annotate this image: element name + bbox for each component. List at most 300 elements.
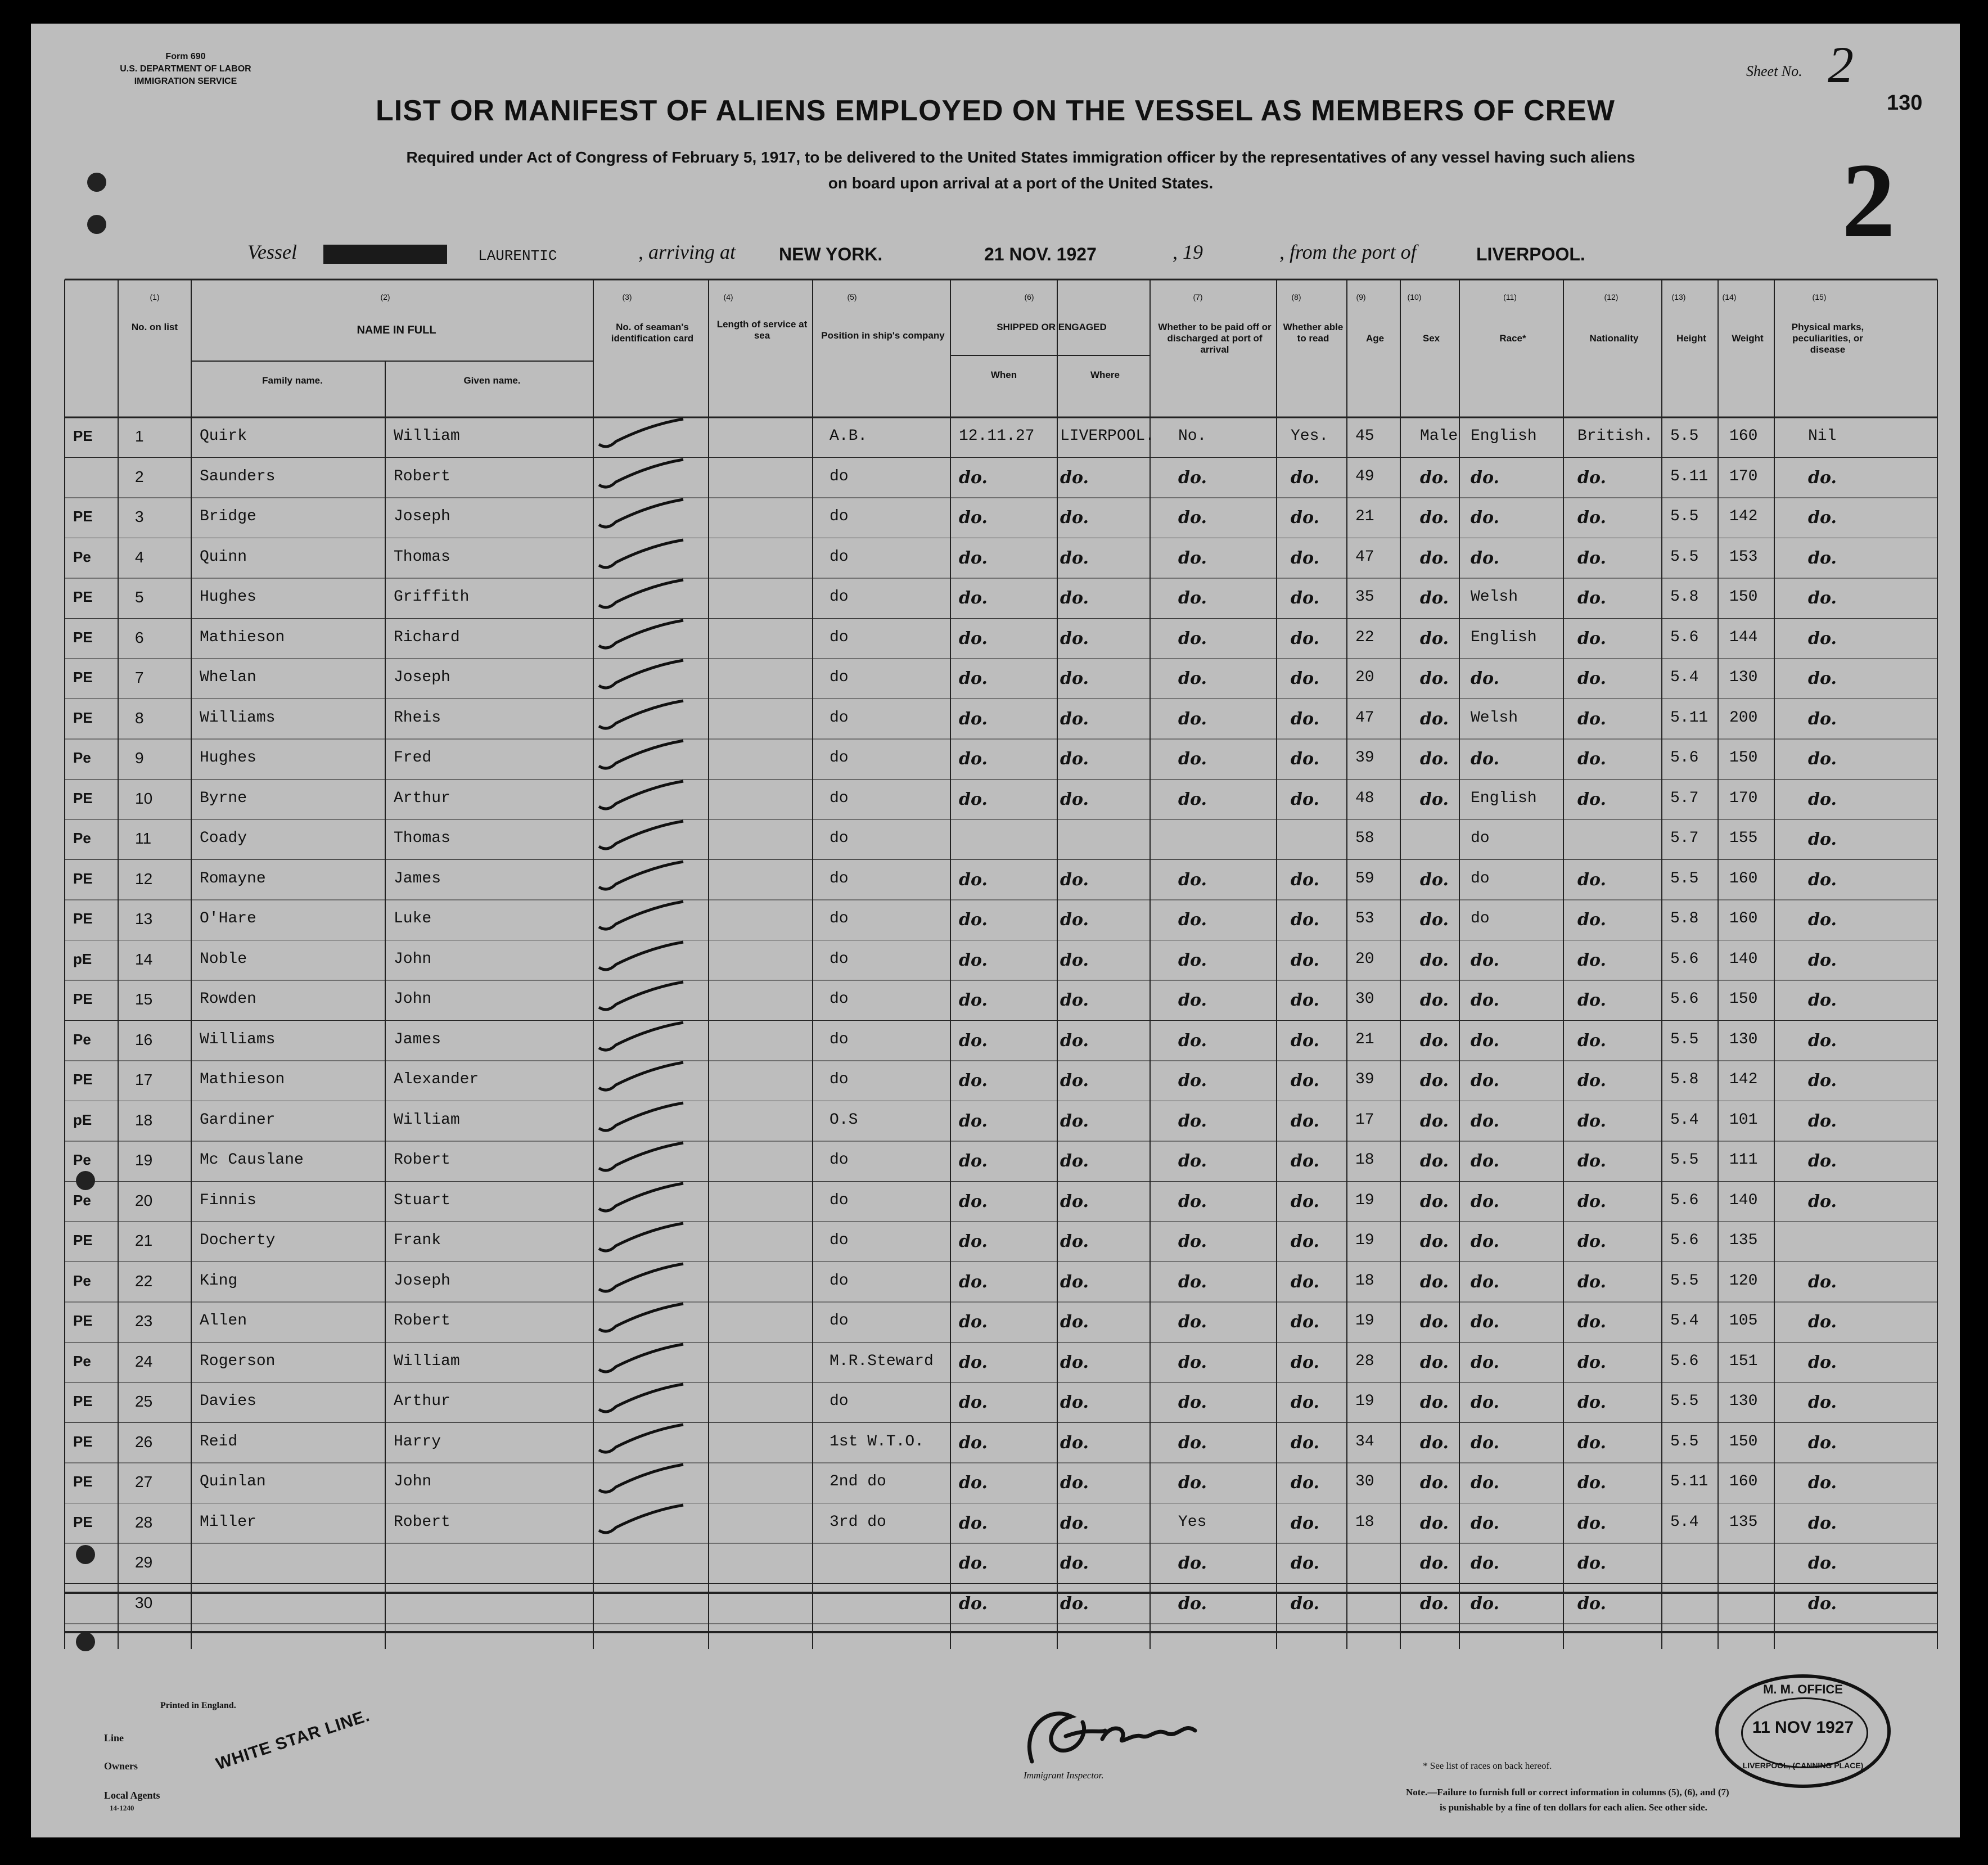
cell-height: 5.5 xyxy=(1670,508,1699,525)
cell-given: William xyxy=(394,1111,460,1129)
cell-mark: Pe xyxy=(73,1151,91,1168)
cell-nationality: do. xyxy=(1577,1593,1606,1614)
cell-family: O'Hare xyxy=(200,910,256,927)
col-num-7: (7) xyxy=(1193,292,1203,301)
cell-read: do. xyxy=(1291,910,1319,930)
cell-race: do. xyxy=(1471,1473,1499,1493)
cell-position: do xyxy=(830,709,849,727)
cell-mark: PE xyxy=(73,1513,93,1530)
cell-position: do xyxy=(830,749,849,767)
cell-age: 18 xyxy=(1355,1272,1374,1290)
cell-race: do. xyxy=(1471,1432,1499,1453)
cell-nationality: do. xyxy=(1577,1393,1606,1412)
cell-given: Rheis xyxy=(394,709,441,727)
cell-paid: do. xyxy=(1178,709,1207,729)
cell-weight: 140 xyxy=(1729,1191,1758,1209)
cell-age: 53 xyxy=(1355,910,1374,927)
cell-mark: Pe xyxy=(73,749,91,766)
cell-no: 27 xyxy=(135,1473,153,1490)
cell-nationality: do. xyxy=(1577,1151,1606,1171)
cell-age: 49 xyxy=(1355,467,1374,485)
cell-paid: do. xyxy=(1178,628,1207,648)
cell-sex: do. xyxy=(1420,990,1449,1010)
cell-paid: do. xyxy=(1178,1393,1207,1412)
cell-height: 5.8 xyxy=(1670,910,1699,927)
cell-age: 21 xyxy=(1355,1030,1374,1048)
check-mark-icon xyxy=(593,698,706,737)
cell-age: 59 xyxy=(1355,870,1374,888)
check-mark-icon xyxy=(593,657,706,697)
cell-given: Harry xyxy=(394,1432,441,1450)
cell-read: do. xyxy=(1291,508,1319,528)
page-subtitle xyxy=(278,145,1763,196)
cell-read: do. xyxy=(1291,1191,1319,1211)
cell-no: 25 xyxy=(135,1393,153,1410)
cell-height: 5.6 xyxy=(1670,1191,1699,1209)
cell-weight: 160 xyxy=(1729,427,1758,445)
cell-family: Romayne xyxy=(200,870,266,888)
printed-note: Printed in England. xyxy=(160,1701,236,1710)
cell-when: do. xyxy=(959,910,988,930)
cell-given: Robert xyxy=(394,467,450,485)
check-mark-icon xyxy=(593,497,706,536)
binder-hole xyxy=(76,1632,95,1651)
cell-read: do. xyxy=(1291,628,1319,648)
cell-read: do. xyxy=(1291,990,1319,1010)
header-position: Position in ship's company xyxy=(821,330,945,341)
cell-sex: do. xyxy=(1420,1232,1449,1251)
cell-race: do. xyxy=(1471,1030,1499,1051)
col-num-5: (5) xyxy=(847,292,857,301)
cell-family: Mathieson xyxy=(200,1071,285,1088)
cell-no: 24 xyxy=(135,1352,153,1370)
cell-mark: Pe xyxy=(73,1272,91,1289)
cell-read: do. xyxy=(1291,1071,1319,1091)
cell-age: 28 xyxy=(1355,1352,1374,1370)
cell-where: do. xyxy=(1060,1272,1089,1292)
col-num-12: (12) xyxy=(1604,292,1619,301)
cell-paid: do. xyxy=(1178,870,1207,890)
department: U.S. DEPARTMENT OF LABOR xyxy=(120,64,251,74)
col-num-9: (9) xyxy=(1356,292,1366,301)
cell-age: 45 xyxy=(1355,427,1374,445)
cell-family: Quinlan xyxy=(200,1473,266,1490)
cell-sex: do. xyxy=(1420,1553,1449,1573)
cell-age: 47 xyxy=(1355,709,1374,727)
cell-family: Whelan xyxy=(200,669,256,686)
cell-age: 18 xyxy=(1355,1513,1374,1531)
cell-when: do. xyxy=(959,588,988,608)
cell-mark: PE xyxy=(73,1473,93,1490)
cell-age: 17 xyxy=(1355,1111,1374,1129)
cell-read: do. xyxy=(1291,1473,1319,1493)
cell-paid: do. xyxy=(1178,1272,1207,1292)
cell-height: 5.5 xyxy=(1670,427,1699,445)
cell-sex: do. xyxy=(1420,1352,1449,1372)
col-num-13: (13) xyxy=(1671,292,1686,301)
binder-hole xyxy=(76,1545,95,1564)
cell-race: do. xyxy=(1471,749,1499,769)
cell-given: Arthur xyxy=(394,1393,450,1410)
cell-no: 15 xyxy=(135,990,153,1008)
cell-no: 6 xyxy=(135,628,144,646)
cell-mark: PE xyxy=(73,789,93,807)
cell-physical: do. xyxy=(1808,628,1837,648)
cell-race: do. xyxy=(1471,1272,1499,1292)
cell-family: Saunders xyxy=(200,467,276,485)
cell-family: Byrne xyxy=(200,789,247,807)
cell-where: do. xyxy=(1060,1513,1089,1533)
cell-when: do. xyxy=(959,1030,988,1051)
cell-where: do. xyxy=(1060,1593,1089,1614)
cell-read: do. xyxy=(1291,1232,1319,1251)
cell-nationality: do. xyxy=(1577,1432,1606,1453)
cell-given: Frank xyxy=(394,1232,441,1249)
cell-physical: do. xyxy=(1808,1352,1837,1372)
cell-nationality: do. xyxy=(1577,1272,1606,1292)
cell-nationality: do. xyxy=(1577,870,1606,890)
big-sheet-number: 2 xyxy=(1842,142,1895,260)
cell-read: do. xyxy=(1291,548,1319,568)
cell-family: Davies xyxy=(200,1393,256,1410)
cell-given: Griffith xyxy=(394,588,470,606)
cell-sex: do. xyxy=(1420,508,1449,528)
cell-nationality: do. xyxy=(1577,789,1606,809)
cell-when: 12.11.27 xyxy=(959,427,1035,445)
cell-age: 47 xyxy=(1355,548,1374,566)
col-num-14: (14) xyxy=(1722,292,1737,301)
cell-physical: do. xyxy=(1808,1272,1837,1292)
cell-paid: do. xyxy=(1178,1232,1207,1251)
col-num-2: (2) xyxy=(380,292,390,301)
cell-nationality: British. xyxy=(1577,427,1653,445)
cell-mark: PE xyxy=(73,1232,93,1249)
cell-position: do xyxy=(830,870,849,888)
header-paid-off: Whether to be paid off or discharged at port of arrival xyxy=(1158,322,1272,355)
cell-sex: do. xyxy=(1420,467,1449,488)
cell-physical: do. xyxy=(1808,467,1837,488)
cell-mark: pE xyxy=(73,1111,92,1128)
cell-height: 5.4 xyxy=(1670,1513,1699,1531)
cell-age: 48 xyxy=(1355,789,1374,807)
cell-sex: do. xyxy=(1420,628,1449,648)
cell-nationality: do. xyxy=(1577,990,1606,1010)
cell-no: 5 xyxy=(135,588,144,606)
cell-when: do. xyxy=(959,1111,988,1131)
cell-nationality: do. xyxy=(1577,709,1606,729)
cell-when: do. xyxy=(959,467,988,488)
col-num-4: (4) xyxy=(723,292,733,301)
cell-sex: do. xyxy=(1420,749,1449,769)
cell-where: do. xyxy=(1060,1191,1089,1211)
check-mark-icon xyxy=(593,859,706,898)
cell-where: do. xyxy=(1060,709,1089,729)
cell-given: Robert xyxy=(394,1151,450,1169)
cell-sex: do. xyxy=(1420,588,1449,608)
cell-mark: PE xyxy=(73,1432,93,1450)
cell-when: do. xyxy=(959,950,988,970)
arriving-port: NEW YORK. xyxy=(779,244,883,264)
cell-given: Alexander xyxy=(394,1071,479,1088)
cell-weight: 160 xyxy=(1729,870,1758,888)
company-stamp: WHITE STAR LINE. xyxy=(214,1706,372,1774)
cell-where: do. xyxy=(1060,588,1089,608)
cell-family: King xyxy=(200,1272,238,1290)
cell-weight: 130 xyxy=(1729,1393,1758,1410)
cell-when: do. xyxy=(959,548,988,568)
cell-position: do xyxy=(830,950,849,968)
cell-when: do. xyxy=(959,628,988,648)
cell-position: 1st W.T.O. xyxy=(830,1432,925,1450)
check-mark-icon xyxy=(593,1341,706,1381)
cell-physical: do. xyxy=(1808,669,1837,688)
cell-physical: do. xyxy=(1808,990,1837,1010)
cell-nationality: do. xyxy=(1577,1191,1606,1211)
cell-position: do xyxy=(830,1232,849,1249)
cell-where: do. xyxy=(1060,1352,1089,1372)
cell-when: do. xyxy=(959,1272,988,1292)
cell-height: 5.6 xyxy=(1670,628,1699,646)
sheet-number: 2 xyxy=(1828,36,1854,93)
cell-position: do xyxy=(830,1191,849,1209)
cell-height: 5.6 xyxy=(1670,1352,1699,1370)
cell-position: M.R.Steward xyxy=(830,1352,934,1370)
check-mark-icon xyxy=(593,1462,706,1501)
cell-race: do. xyxy=(1471,1232,1499,1251)
cell-family: Rowden xyxy=(200,990,256,1008)
cell-read: do. xyxy=(1291,1553,1319,1573)
cell-mark: PE xyxy=(73,669,93,686)
cell-position: do xyxy=(830,628,849,646)
cell-family: Gardiner xyxy=(200,1111,276,1129)
office-stamp xyxy=(1715,1674,1891,1788)
cell-sex: do. xyxy=(1420,1111,1449,1131)
cell-given: Thomas xyxy=(394,548,450,566)
page-number: 130 xyxy=(1887,91,1923,115)
cell-physical: do. xyxy=(1808,1111,1837,1131)
cell-read: do. xyxy=(1291,749,1319,769)
stamp-top-text: M. M. OFFICE xyxy=(1763,1682,1843,1696)
cell-weight: 142 xyxy=(1729,508,1758,525)
cell-race: English xyxy=(1471,628,1537,646)
line-label: Line xyxy=(104,1732,124,1744)
cell-paid: do. xyxy=(1178,1071,1207,1091)
cell-age: 39 xyxy=(1355,749,1374,767)
cell-height: 5.6 xyxy=(1670,1232,1699,1249)
cell-given: Joseph xyxy=(394,1272,450,1290)
manifest-sheet xyxy=(31,24,1960,1837)
cell-read: do. xyxy=(1291,870,1319,890)
cell-paid: do. xyxy=(1178,1111,1207,1131)
cell-given: Luke xyxy=(394,910,432,927)
cell-weight: 153 xyxy=(1729,548,1758,566)
cell-read: do. xyxy=(1291,669,1319,688)
cell-when: do. xyxy=(959,669,988,688)
cell-paid: do. xyxy=(1178,990,1207,1010)
cell-sex: do. xyxy=(1420,910,1449,930)
check-mark-icon xyxy=(593,818,706,858)
cell-position: do xyxy=(830,1030,849,1048)
cell-nationality: do. xyxy=(1577,1553,1606,1573)
cell-no: 22 xyxy=(135,1272,153,1290)
cell-paid: do. xyxy=(1178,467,1207,488)
penalty-note-2: is punishable by a fine of ten dollars for each alien. See other side. xyxy=(1440,1802,1707,1813)
cell-sex: do. xyxy=(1420,1473,1449,1493)
cell-read: do. xyxy=(1291,1593,1319,1614)
binder-hole xyxy=(87,173,106,192)
cell-read: do. xyxy=(1291,789,1319,809)
cell-read: do. xyxy=(1291,950,1319,970)
cell-height: 5.11 xyxy=(1670,709,1708,727)
cell-when: do. xyxy=(959,1071,988,1091)
cell-weight: 150 xyxy=(1729,749,1758,767)
col-num-6: (6) xyxy=(1024,292,1034,301)
header-given-name: Given name. xyxy=(463,375,521,386)
cell-no: 8 xyxy=(135,709,144,727)
cell-height: 5.8 xyxy=(1670,1071,1699,1088)
cell-physical: do. xyxy=(1808,1191,1837,1211)
sheet-label: Sheet No. xyxy=(1746,63,1802,79)
cell-no: 4 xyxy=(135,548,144,566)
cell-no: 9 xyxy=(135,749,144,767)
cell-physical: do. xyxy=(1808,910,1837,930)
cell-given: John xyxy=(394,1473,432,1490)
cell-family: Rogerson xyxy=(200,1352,276,1370)
cell-paid: do. xyxy=(1178,950,1207,970)
vessel-label: Vessel xyxy=(247,241,297,263)
cell-read: do. xyxy=(1291,1393,1319,1412)
cell-position: do xyxy=(830,830,849,847)
cell-physical: do. xyxy=(1808,1432,1837,1453)
cell-given: Thomas xyxy=(394,830,450,847)
cell-position: 3rd do xyxy=(830,1513,886,1531)
cell-no: 23 xyxy=(135,1312,153,1330)
cell-sex: do. xyxy=(1420,1393,1449,1412)
cell-race: do xyxy=(1471,870,1490,888)
cell-where: do. xyxy=(1060,628,1089,648)
cell-race: do. xyxy=(1471,508,1499,528)
inspector-label: Immigrant Inspector. xyxy=(1024,1770,1104,1781)
cell-paid: do. xyxy=(1178,749,1207,769)
cell-age: 30 xyxy=(1355,1473,1374,1490)
cell-weight: 150 xyxy=(1729,1432,1758,1450)
cell-sex: do. xyxy=(1420,1312,1449,1332)
cell-height: 5.4 xyxy=(1670,1111,1699,1129)
cell-family: Williams xyxy=(200,709,276,727)
cell-where: do. xyxy=(1060,669,1089,688)
binder-hole xyxy=(87,215,106,234)
cell-physical: do. xyxy=(1808,1473,1837,1493)
cell-race: do. xyxy=(1471,669,1499,688)
cell-paid: do. xyxy=(1178,669,1207,688)
cell-nationality: do. xyxy=(1577,508,1606,528)
cell-physical: do. xyxy=(1808,1071,1837,1091)
stamp-date: 11 NOV 1927 xyxy=(1752,1718,1854,1737)
cell-weight: 111 xyxy=(1729,1151,1758,1169)
cell-read: do. xyxy=(1291,1272,1319,1292)
col-num-15: (15) xyxy=(1812,292,1827,301)
cell-when: do. xyxy=(959,1513,988,1533)
cell-nationality: do. xyxy=(1577,1071,1606,1091)
cell-given: Fred xyxy=(394,749,432,767)
cell-read: do. xyxy=(1291,1151,1319,1171)
cell-family: Hughes xyxy=(200,749,256,767)
cell-where: do. xyxy=(1060,1151,1089,1171)
cell-when: do. xyxy=(959,1352,988,1372)
cell-given: Stuart xyxy=(394,1191,450,1209)
cell-family: Allen xyxy=(200,1312,247,1330)
cell-read: do. xyxy=(1291,1513,1319,1533)
cell-physical: do. xyxy=(1808,1312,1837,1332)
vessel-name: LAURENTIC xyxy=(478,247,557,264)
cell-position: 2nd do xyxy=(830,1473,886,1490)
subtitle-line-2: on board upon arrival at a port of the United States. xyxy=(828,174,1214,192)
cell-given: Robert xyxy=(394,1312,450,1330)
check-mark-icon xyxy=(593,899,706,938)
check-mark-icon xyxy=(593,979,706,1019)
cell-when: do. xyxy=(959,709,988,729)
cell-read: Yes. xyxy=(1291,427,1329,445)
cell-sex: do. xyxy=(1420,870,1449,890)
cell-sex: do. xyxy=(1420,1071,1449,1091)
cell-weight: 160 xyxy=(1729,1473,1758,1490)
cell-nationality: do. xyxy=(1577,669,1606,688)
cell-paid: do. xyxy=(1178,508,1207,528)
header-where: Where xyxy=(1090,370,1120,380)
cell-mark: PE xyxy=(73,709,93,726)
form-code: 14-1240 xyxy=(110,1804,134,1812)
cell-race: do. xyxy=(1471,1071,1499,1091)
cell-nationality: do. xyxy=(1577,588,1606,608)
cell-where: do. xyxy=(1060,870,1089,890)
cell-position: do xyxy=(830,789,849,807)
cell-physical: do. xyxy=(1808,1393,1837,1412)
cell-race: do. xyxy=(1471,990,1499,1010)
cell-mark: PE xyxy=(73,1312,93,1329)
form-block xyxy=(104,51,267,88)
cell-position: do xyxy=(830,1393,849,1410)
cell-no: 30 xyxy=(135,1593,153,1611)
cell-physical: do. xyxy=(1808,1593,1837,1614)
cell-given: Joseph xyxy=(394,669,450,686)
inspector-signature xyxy=(998,1683,1240,1778)
cell-read: do. xyxy=(1291,1352,1319,1372)
cell-physical: do. xyxy=(1808,830,1837,849)
cell-position: do xyxy=(830,467,849,485)
cell-weight: 130 xyxy=(1729,669,1758,686)
cell-weight: 200 xyxy=(1729,709,1758,727)
cell-age: 19 xyxy=(1355,1393,1374,1410)
cell-weight: 135 xyxy=(1729,1513,1758,1531)
cell-mark: Pe xyxy=(73,548,91,565)
cell-height: 5.11 xyxy=(1670,467,1708,485)
cell-no: 19 xyxy=(135,1151,153,1169)
cell-weight: 135 xyxy=(1729,1232,1758,1249)
cell-nationality: do. xyxy=(1577,548,1606,568)
cell-age: 19 xyxy=(1355,1312,1374,1330)
cell-read: do. xyxy=(1291,1030,1319,1051)
cell-weight: 101 xyxy=(1729,1111,1758,1129)
cell-mark: PE xyxy=(73,628,93,646)
cell-race: do. xyxy=(1471,1513,1499,1533)
cell-position: do xyxy=(830,1071,849,1088)
cell-paid: do. xyxy=(1178,910,1207,930)
cell-sex: do. xyxy=(1420,789,1449,809)
cell-paid: do. xyxy=(1178,588,1207,608)
cell-height: 5.6 xyxy=(1670,749,1699,767)
cell-physical: do. xyxy=(1808,548,1837,568)
col-num-3: (3) xyxy=(622,292,632,301)
